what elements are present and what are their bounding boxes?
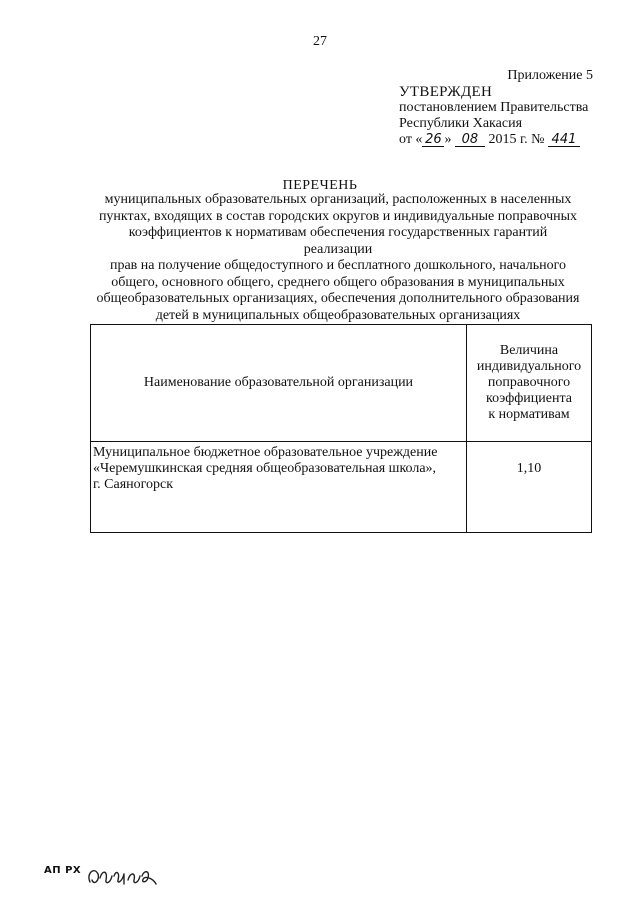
header-value-line: поправочного (487, 375, 571, 390)
organization-name-line: «Черемушкинская средняя общеобразовательная школа», (93, 461, 437, 476)
subtitle-line: пунктах, входящих в состав городских округов и индивидуальные поправочных (98, 208, 578, 224)
date-month: 08 (455, 134, 485, 147)
subtitle-line: прав на получение общедоступного и бесплатного дошкольного, начального (109, 258, 567, 273)
footer-code: АП РХ (44, 865, 82, 876)
subtitle-line: общеобразовательных организациях, обеспечения дополнительного образования (96, 291, 580, 306)
table-row (91, 442, 592, 533)
approval-line-1: постановлением Правительства (399, 100, 589, 115)
header-name-cell (91, 325, 467, 442)
organization-name-line: г. Саяногорск (93, 477, 174, 492)
document-subtitle (93, 192, 583, 324)
approval-block (399, 84, 588, 148)
organization-name-line: Муниципальное бюджетное образовательное учреждение (93, 445, 438, 460)
date-day: 26 (422, 134, 444, 147)
handwritten-initials (84, 860, 180, 890)
header-value-cell (467, 325, 592, 442)
approval-line-2: Республики Хакасия (399, 116, 523, 131)
date-prefix: от « (399, 132, 423, 147)
organization-name-cell (91, 442, 467, 533)
approval-heading: УТВЕРЖДЕН (399, 84, 493, 100)
approval-date-line (399, 132, 588, 148)
header-name: Наименование образовательной организации (143, 375, 414, 390)
header-value-line: индивидуального (476, 359, 582, 374)
date-separator: » (444, 132, 455, 147)
header-value-line: Величина (499, 343, 559, 358)
page-number: 27 (313, 34, 327, 49)
coefficient-value-cell (467, 442, 592, 533)
resolution-number: 441 (548, 134, 580, 147)
subtitle-line: общего, основного общего, среднего общего образования в муниципальных (111, 274, 565, 290)
header-value-line: к нормативам (488, 407, 570, 422)
header-value-line: коэффициента (486, 391, 572, 406)
coefficients-table (90, 324, 592, 533)
subtitle-line: детей в муниципальных общеобразовательных организациях (155, 307, 521, 323)
subtitle-line: муниципальных образовательных организаций, расположенных в населенных (104, 192, 572, 207)
coefficient-value: 1,10 (516, 461, 542, 476)
date-year: 2015 г. № (484, 132, 545, 147)
appendix-label: Приложение 5 (507, 68, 593, 83)
subtitle-line: коэффициентов к нормативам обеспечения государственных гарантий реализации (128, 225, 548, 257)
table-header-row (91, 325, 592, 442)
document-title: ПЕРЕЧЕНЬ (282, 178, 358, 193)
